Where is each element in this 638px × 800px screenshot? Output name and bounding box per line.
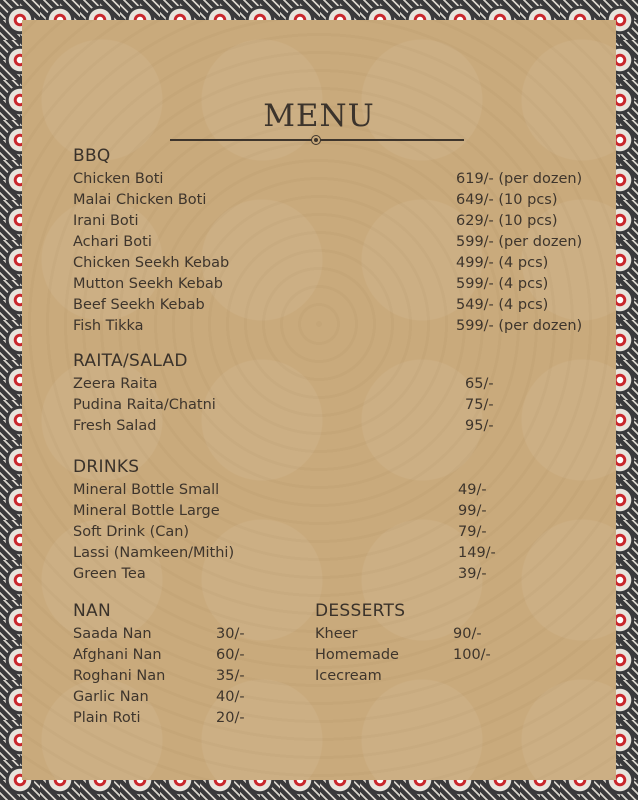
menu-item: [73, 666, 273, 687]
item-price: 599/- (per dozen): [456, 318, 583, 334]
section-heading-raita-salad: RAITA/SALAD: [73, 351, 188, 371]
item-price: 649/- (10 pcs): [456, 192, 558, 208]
menu-item: [73, 295, 613, 316]
item-name: Beef Seekh Kebab: [73, 297, 205, 313]
menu-item: [315, 624, 515, 645]
item-price: 35/-: [216, 668, 245, 684]
menu-item: [73, 543, 513, 564]
item-name: Mineral Bottle Large: [73, 503, 220, 519]
item-name: Mineral Bottle Small: [73, 482, 220, 498]
menu-item: [73, 624, 273, 645]
item-price: 60/-: [216, 647, 245, 663]
item-price: 619/- (per dozen): [456, 171, 583, 187]
menu-item: [73, 645, 273, 666]
item-price: 99/-: [458, 503, 487, 519]
item-name: Plain Roti: [73, 710, 141, 726]
menu-item: [73, 501, 513, 522]
menu-item: [73, 211, 613, 232]
item-name: Soft Drink (Can): [73, 524, 190, 540]
divider-ornament-icon: [311, 135, 321, 145]
item-name: Afghani Nan: [73, 647, 162, 663]
item-price: 39/-: [458, 566, 487, 582]
item-name: Lassi (Namkeen/Mithi): [73, 545, 235, 561]
item-price: 90/-: [453, 626, 482, 642]
menu-item: [73, 232, 613, 253]
menu-item: [73, 522, 513, 543]
item-name: Green Tea: [73, 566, 146, 582]
item-name: Chicken Boti: [73, 171, 164, 187]
section-heading-drinks: DRINKS: [73, 457, 140, 477]
item-price: 149/-: [458, 545, 496, 561]
item-name: Fresh Salad: [73, 418, 157, 434]
menu-item: [73, 190, 613, 211]
item-price: 79/-: [458, 524, 487, 540]
section-heading-desserts: DESSERTS: [315, 601, 406, 621]
menu-item: [73, 274, 613, 295]
section-bbq: [73, 146, 613, 337]
menu-item: [73, 708, 273, 729]
item-price: 499/- (4 pcs): [456, 255, 549, 271]
item-name: Fish Tikka: [73, 318, 144, 334]
menu-item: [73, 687, 273, 708]
menu-item: [73, 395, 513, 416]
item-price: 629/- (10 pcs): [456, 213, 558, 229]
item-name: Saada Nan: [73, 626, 152, 642]
menu-item: [315, 666, 515, 687]
item-name: Malai Chicken Boti: [73, 192, 207, 208]
item-name: Zeera Raita: [73, 376, 158, 392]
section-nan: [73, 601, 273, 729]
item-name: Achari Boti: [73, 234, 152, 250]
section-desserts: [315, 601, 515, 687]
item-price: 65/-: [465, 376, 494, 392]
menu-item: [73, 169, 613, 190]
item-name: Mutton Seekh Kebab: [73, 276, 223, 292]
item-price: 20/-: [216, 710, 245, 726]
menu-item: [73, 564, 513, 585]
menu-item: [73, 253, 613, 274]
item-price: 40/-: [216, 689, 245, 705]
menu-item: [73, 480, 513, 501]
menu-item: [73, 416, 513, 437]
section-raita-salad: [73, 351, 513, 437]
item-price: 599/- (per dozen): [456, 234, 583, 250]
menu-title: MENU: [263, 98, 375, 134]
section-heading-nan: NAN: [73, 601, 111, 621]
item-name: Chicken Seekh Kebab: [73, 255, 230, 271]
section-drinks: [73, 457, 513, 585]
item-price: 599/- (4 pcs): [456, 276, 549, 292]
item-name: Roghani Nan: [73, 668, 166, 684]
item-name: Icecream: [315, 668, 382, 684]
item-price: 549/- (4 pcs): [456, 297, 549, 313]
item-price: 75/-: [465, 397, 494, 413]
item-name: Kheer: [315, 626, 358, 642]
item-price: 100/-: [453, 647, 491, 663]
menu-panel: [22, 20, 616, 780]
item-price: 30/-: [216, 626, 245, 642]
menu-item: [315, 645, 515, 666]
item-price: 49/-: [458, 482, 487, 498]
menu-item: [73, 374, 513, 395]
section-heading-bbq: BBQ: [73, 146, 111, 166]
item-name: Irani Boti: [73, 213, 139, 229]
menu-item: [73, 316, 613, 337]
item-name: Homemade: [315, 647, 399, 663]
item-name: Pudina Raita/Chatni: [73, 397, 216, 413]
item-price: 95/-: [465, 418, 494, 434]
item-name: Garlic Nan: [73, 689, 149, 705]
